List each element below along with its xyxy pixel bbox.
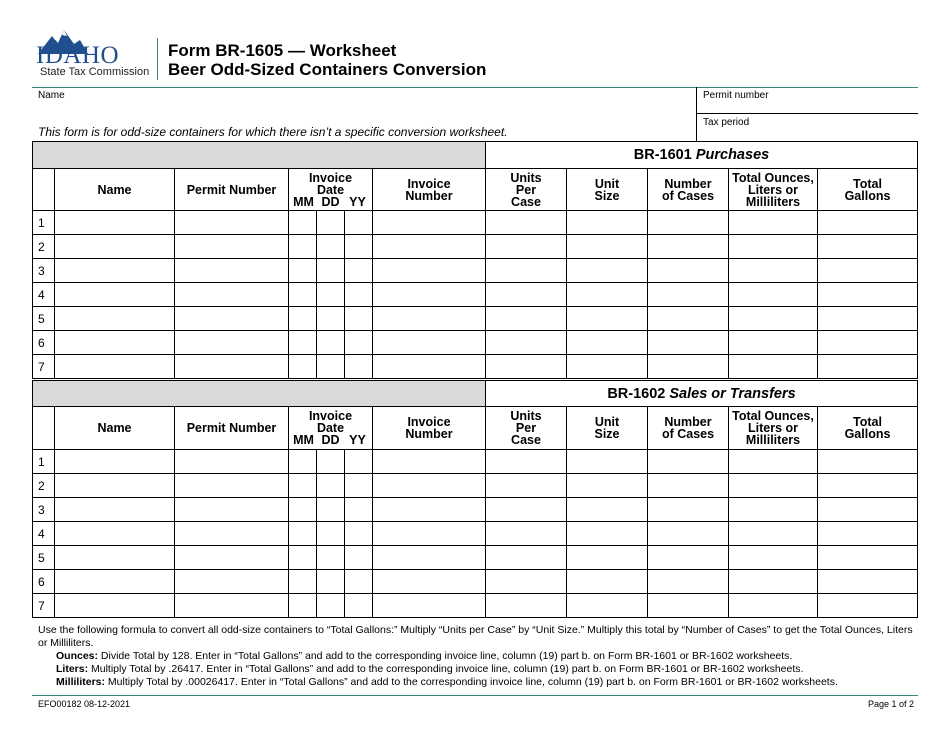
invoice-mm-cell[interactable]: [289, 570, 317, 594]
invoice-number-cell[interactable]: [373, 259, 486, 283]
permit-number-cell[interactable]: [175, 331, 289, 355]
permit-number-cell[interactable]: [175, 522, 289, 546]
name-cell[interactable]: [55, 522, 175, 546]
invoice-number-cell[interactable]: [373, 450, 486, 474]
row-number: 1: [33, 211, 55, 235]
total-ounces-cell[interactable]: [729, 594, 818, 618]
table-row: [33, 546, 918, 570]
unit-size-cell[interactable]: [567, 211, 648, 235]
total-gallons-cell[interactable]: [818, 498, 918, 522]
col-header-permit-number: Permit Number: [175, 407, 289, 450]
instructions-milliliters: Milliliters: Multiply Total by .00026417. Enter in “Total Gallons” and add to the corresponding invoice line, column (19) part b. on Form BR-1601 or BR-1602 worksheets.: [56, 676, 838, 688]
units-per-case-cell[interactable]: [486, 546, 567, 570]
permit-number-cell[interactable]: [175, 355, 289, 379]
permit-number-cell[interactable]: [175, 259, 289, 283]
invoice-dd-cell[interactable]: [317, 522, 345, 546]
row-number: 4: [33, 522, 55, 546]
col-header-invoice-date: Invoice Date MM DD YY: [289, 169, 373, 211]
instructions-liters: Liters: Multiply Total by .26417. Enter in “Total Gallons” and add to the corresponding invoice line, column (19) part b. on Form BR-1601 or BR-1602 worksheets.: [56, 663, 804, 675]
col-header-permit-number: Permit Number: [175, 169, 289, 211]
number-of-cases-cell[interactable]: [648, 331, 729, 355]
number-of-cases-cell[interactable]: [648, 498, 729, 522]
invoice-number-cell[interactable]: [373, 307, 486, 331]
number-of-cases-cell[interactable]: [648, 355, 729, 379]
logo-wordmark: IDAHO: [36, 42, 120, 69]
total-gallons-cell[interactable]: [818, 307, 918, 331]
invoice-mm-cell[interactable]: [289, 235, 317, 259]
total-ounces-cell[interactable]: [729, 570, 818, 594]
invoice-number-cell[interactable]: [373, 474, 486, 498]
row-number-header: [33, 169, 55, 211]
total-ounces-cell[interactable]: [729, 546, 818, 570]
idaho-logo: [30, 26, 150, 80]
total-gallons-cell[interactable]: [818, 474, 918, 498]
permit-number-cell[interactable]: [175, 474, 289, 498]
unit-size-cell[interactable]: [567, 283, 648, 307]
total-ounces-cell[interactable]: [729, 235, 818, 259]
units-per-case-cell[interactable]: [486, 498, 567, 522]
invoice-dd-cell[interactable]: [317, 546, 345, 570]
invoice-yy-cell[interactable]: [345, 211, 373, 235]
col-header-invoice-number: Invoice Number: [373, 169, 486, 211]
col-header-invoice-number: Invoice Number: [373, 407, 486, 450]
form-note: This form is for odd-size containers for which there isn’t a specific conversion worksheet.: [38, 125, 508, 139]
purchases-table: [32, 141, 918, 379]
invoice-mm-cell[interactable]: [289, 522, 317, 546]
unit-size-cell[interactable]: [567, 355, 648, 379]
table-row: [33, 522, 918, 546]
invoice-dd-cell[interactable]: [317, 355, 345, 379]
invoice-yy-cell[interactable]: [345, 235, 373, 259]
units-per-case-cell[interactable]: [486, 355, 567, 379]
row-number-header: [33, 407, 55, 450]
col-header-total-gallons: Total Gallons: [818, 169, 918, 211]
table-row: [33, 570, 918, 594]
total-gallons-cell[interactable]: [818, 570, 918, 594]
invoice-number-cell[interactable]: [373, 498, 486, 522]
table-row: [33, 211, 918, 235]
table-row: [33, 498, 918, 522]
total-ounces-cell[interactable]: [729, 498, 818, 522]
form-id: EFO00182 08-12-2021: [38, 699, 131, 709]
invoice-dd-cell[interactable]: [317, 450, 345, 474]
row-number: 7: [33, 594, 55, 618]
invoice-yy-cell[interactable]: [345, 283, 373, 307]
unit-size-cell[interactable]: [567, 235, 648, 259]
name-cell[interactable]: [55, 474, 175, 498]
footer-rule: [32, 695, 918, 696]
total-gallons-cell[interactable]: [818, 259, 918, 283]
number-of-cases-cell[interactable]: [648, 474, 729, 498]
name-cell[interactable]: [55, 498, 175, 522]
number-of-cases-cell[interactable]: [648, 594, 729, 618]
total-gallons-cell[interactable]: [818, 355, 918, 379]
name-cell[interactable]: [55, 570, 175, 594]
row-number: 2: [33, 474, 55, 498]
invoice-number-cell[interactable]: [373, 355, 486, 379]
name-cell[interactable]: [55, 331, 175, 355]
number-of-cases-cell[interactable]: [648, 211, 729, 235]
col-header-name: Name: [55, 407, 175, 450]
name-cell[interactable]: [55, 355, 175, 379]
number-of-cases-cell[interactable]: [648, 522, 729, 546]
form-title: Form BR-1605 — Worksheet: [168, 41, 397, 60]
invoice-dd-cell[interactable]: [317, 331, 345, 355]
total-ounces-cell[interactable]: [729, 259, 818, 283]
units-per-case-cell[interactable]: [486, 570, 567, 594]
logo-subtitle: State Tax Commission: [40, 66, 150, 78]
invoice-number-cell[interactable]: [373, 283, 486, 307]
permit-number-cell[interactable]: [175, 450, 289, 474]
name-cell[interactable]: [55, 283, 175, 307]
tax-period-field-label[interactable]: Tax period: [703, 117, 750, 128]
permit-number-field-label[interactable]: Permit number: [703, 90, 769, 101]
row-number: 5: [33, 307, 55, 331]
number-of-cases-cell[interactable]: [648, 546, 729, 570]
invoice-mm-cell[interactable]: [289, 355, 317, 379]
table-row: [33, 235, 918, 259]
invoice-yy-cell[interactable]: [345, 450, 373, 474]
table-row: [33, 259, 918, 283]
row-number: 3: [33, 259, 55, 283]
invoice-yy-cell[interactable]: [345, 594, 373, 618]
section-title-sales: BR-1602 Sales or Transfers: [486, 381, 918, 407]
col-header-unit-size: Unit Size: [567, 169, 648, 211]
col-header-units-per-case: Units Per Case: [486, 407, 567, 450]
invoice-dd-cell[interactable]: [317, 594, 345, 618]
row-number: 6: [33, 331, 55, 355]
number-of-cases-cell[interactable]: [648, 307, 729, 331]
row-number: 5: [33, 546, 55, 570]
name-cell[interactable]: [55, 211, 175, 235]
conversion-instructions: [38, 624, 918, 689]
invoice-yy-cell[interactable]: [345, 570, 373, 594]
section-shade: [33, 381, 486, 407]
name-cell[interactable]: [55, 307, 175, 331]
invoice-dd-cell[interactable]: [317, 498, 345, 522]
permit-number-cell[interactable]: [175, 498, 289, 522]
invoice-mm-cell[interactable]: [289, 211, 317, 235]
total-ounces-cell[interactable]: [729, 211, 818, 235]
col-header-number-of-cases: Number of Cases: [648, 407, 729, 450]
permit-number-cell[interactable]: [175, 235, 289, 259]
unit-size-cell[interactable]: [567, 594, 648, 618]
table-row: [33, 307, 918, 331]
invoice-number-cell[interactable]: [373, 570, 486, 594]
invoice-mm-cell[interactable]: [289, 283, 317, 307]
field-divider: [696, 87, 697, 141]
instructions-ounces: Ounces: Divide Total by 128. Enter in “Total Gallons” and add to the corresponding invoice line, column (19) part b. on Form BR-1601 or BR-1602 worksheets.: [56, 650, 793, 662]
unit-size-cell[interactable]: [567, 450, 648, 474]
units-per-case-cell[interactable]: [486, 259, 567, 283]
col-header-total-ounces: Total Ounces, Liters or Milliliters: [729, 169, 818, 211]
table-row: [33, 450, 918, 474]
name-cell[interactable]: [55, 594, 175, 618]
total-gallons-cell[interactable]: [818, 283, 918, 307]
invoice-yy-cell[interactable]: [345, 522, 373, 546]
units-per-case-cell[interactable]: [486, 331, 567, 355]
number-of-cases-cell[interactable]: [648, 259, 729, 283]
total-gallons-cell[interactable]: [818, 450, 918, 474]
invoice-yy-cell[interactable]: [345, 546, 373, 570]
invoice-yy-cell[interactable]: [345, 307, 373, 331]
sales-table: [32, 380, 918, 618]
invoice-yy-cell[interactable]: [345, 498, 373, 522]
unit-size-cell[interactable]: [567, 498, 648, 522]
name-cell[interactable]: [55, 450, 175, 474]
invoice-number-cell[interactable]: [373, 522, 486, 546]
invoice-dd-cell[interactable]: [317, 307, 345, 331]
table-row: [33, 283, 918, 307]
units-per-case-cell[interactable]: [486, 307, 567, 331]
name-field-label[interactable]: Name: [38, 90, 65, 101]
invoice-mm-cell[interactable]: [289, 450, 317, 474]
table-row: [33, 355, 918, 379]
total-gallons-cell[interactable]: [818, 522, 918, 546]
units-per-case-cell[interactable]: [486, 594, 567, 618]
total-ounces-cell[interactable]: [729, 331, 818, 355]
invoice-mm-cell[interactable]: [289, 259, 317, 283]
form-subtitle: Beer Odd-Sized Containers Conversion: [168, 60, 487, 79]
total-gallons-cell[interactable]: [818, 594, 918, 618]
total-gallons-cell[interactable]: [818, 211, 918, 235]
invoice-number-cell[interactable]: [373, 331, 486, 355]
units-per-case-cell[interactable]: [486, 474, 567, 498]
permit-number-cell[interactable]: [175, 283, 289, 307]
units-per-case-cell[interactable]: [486, 522, 567, 546]
unit-size-cell[interactable]: [567, 546, 648, 570]
page-number: Page 1 of 2: [867, 699, 914, 709]
total-ounces-cell[interactable]: [729, 355, 818, 379]
unit-size-cell[interactable]: [567, 331, 648, 355]
invoice-dd-cell[interactable]: [317, 570, 345, 594]
invoice-number-cell[interactable]: [373, 235, 486, 259]
table-row: [33, 331, 918, 355]
invoice-mm-cell[interactable]: [289, 307, 317, 331]
row-number: 1: [33, 450, 55, 474]
invoice-mm-cell[interactable]: [289, 331, 317, 355]
row-number: 4: [33, 283, 55, 307]
invoice-yy-cell[interactable]: [345, 474, 373, 498]
unit-size-cell[interactable]: [567, 570, 648, 594]
total-gallons-cell[interactable]: [818, 331, 918, 355]
header-divider: [157, 38, 158, 80]
number-of-cases-cell[interactable]: [648, 570, 729, 594]
col-header-number-of-cases: Number of Cases: [648, 169, 729, 211]
invoice-dd-cell[interactable]: [317, 259, 345, 283]
invoice-dd-cell[interactable]: [317, 474, 345, 498]
permit-number-cell[interactable]: [175, 570, 289, 594]
invoice-mm-cell[interactable]: [289, 546, 317, 570]
field-divider-horizontal: [696, 113, 918, 114]
header-rule: [32, 87, 918, 88]
permit-number-cell[interactable]: [175, 546, 289, 570]
invoice-dd-cell[interactable]: [317, 235, 345, 259]
units-per-case-cell[interactable]: [486, 211, 567, 235]
unit-size-cell[interactable]: [567, 474, 648, 498]
permit-number-cell[interactable]: [175, 307, 289, 331]
col-header-invoice-date: Invoice Date MM DD YY: [289, 407, 373, 450]
unit-size-cell[interactable]: [567, 307, 648, 331]
total-ounces-cell[interactable]: [729, 450, 818, 474]
col-header-total-ounces: Total Ounces, Liters or Milliliters: [729, 407, 818, 450]
section-shade: [33, 142, 486, 169]
col-header-units-per-case: Units Per Case: [486, 169, 567, 211]
col-header-total-gallons: Total Gallons: [818, 407, 918, 450]
col-header-unit-size: Unit Size: [567, 407, 648, 450]
invoice-yy-cell[interactable]: [345, 331, 373, 355]
invoice-mm-cell[interactable]: [289, 474, 317, 498]
invoice-yy-cell[interactable]: [345, 259, 373, 283]
number-of-cases-cell[interactable]: [648, 283, 729, 307]
invoice-mm-cell[interactable]: [289, 498, 317, 522]
total-gallons-cell[interactable]: [818, 235, 918, 259]
row-number: 6: [33, 570, 55, 594]
row-number: 7: [33, 355, 55, 379]
invoice-yy-cell[interactable]: [345, 355, 373, 379]
total-ounces-cell[interactable]: [729, 474, 818, 498]
row-number: 2: [33, 235, 55, 259]
units-per-case-cell[interactable]: [486, 450, 567, 474]
invoice-number-cell[interactable]: [373, 594, 486, 618]
invoice-dd-cell[interactable]: [317, 283, 345, 307]
col-header-name: Name: [55, 169, 175, 211]
section-title-purchases: BR-1601 Purchases: [486, 142, 918, 169]
total-ounces-cell[interactable]: [729, 307, 818, 331]
permit-number-cell[interactable]: [175, 211, 289, 235]
invoice-number-cell[interactable]: [373, 546, 486, 570]
name-cell[interactable]: [55, 546, 175, 570]
total-gallons-cell[interactable]: [818, 546, 918, 570]
unit-size-cell[interactable]: [567, 522, 648, 546]
table-row: [33, 474, 918, 498]
permit-number-cell[interactable]: [175, 594, 289, 618]
row-number: 3: [33, 498, 55, 522]
invoice-mm-cell[interactable]: [289, 594, 317, 618]
table-row: [33, 594, 918, 618]
total-ounces-cell[interactable]: [729, 283, 818, 307]
invoice-dd-cell[interactable]: [317, 211, 345, 235]
number-of-cases-cell[interactable]: [648, 235, 729, 259]
instructions-intro: Use the following formula to convert all odd-size containers to “Total Gallons:” Multiply “Units per Case” by “Unit Size.” Multiply this total by “Number of Cases” to get the Total Ounces, Liters or Milliliters.: [38, 624, 913, 649]
name-cell[interactable]: [55, 259, 175, 283]
number-of-cases-cell[interactable]: [648, 450, 729, 474]
name-cell[interactable]: [55, 235, 175, 259]
unit-size-cell[interactable]: [567, 259, 648, 283]
total-ounces-cell[interactable]: [729, 522, 818, 546]
units-per-case-cell[interactable]: [486, 235, 567, 259]
units-per-case-cell[interactable]: [486, 283, 567, 307]
invoice-number-cell[interactable]: [373, 211, 486, 235]
